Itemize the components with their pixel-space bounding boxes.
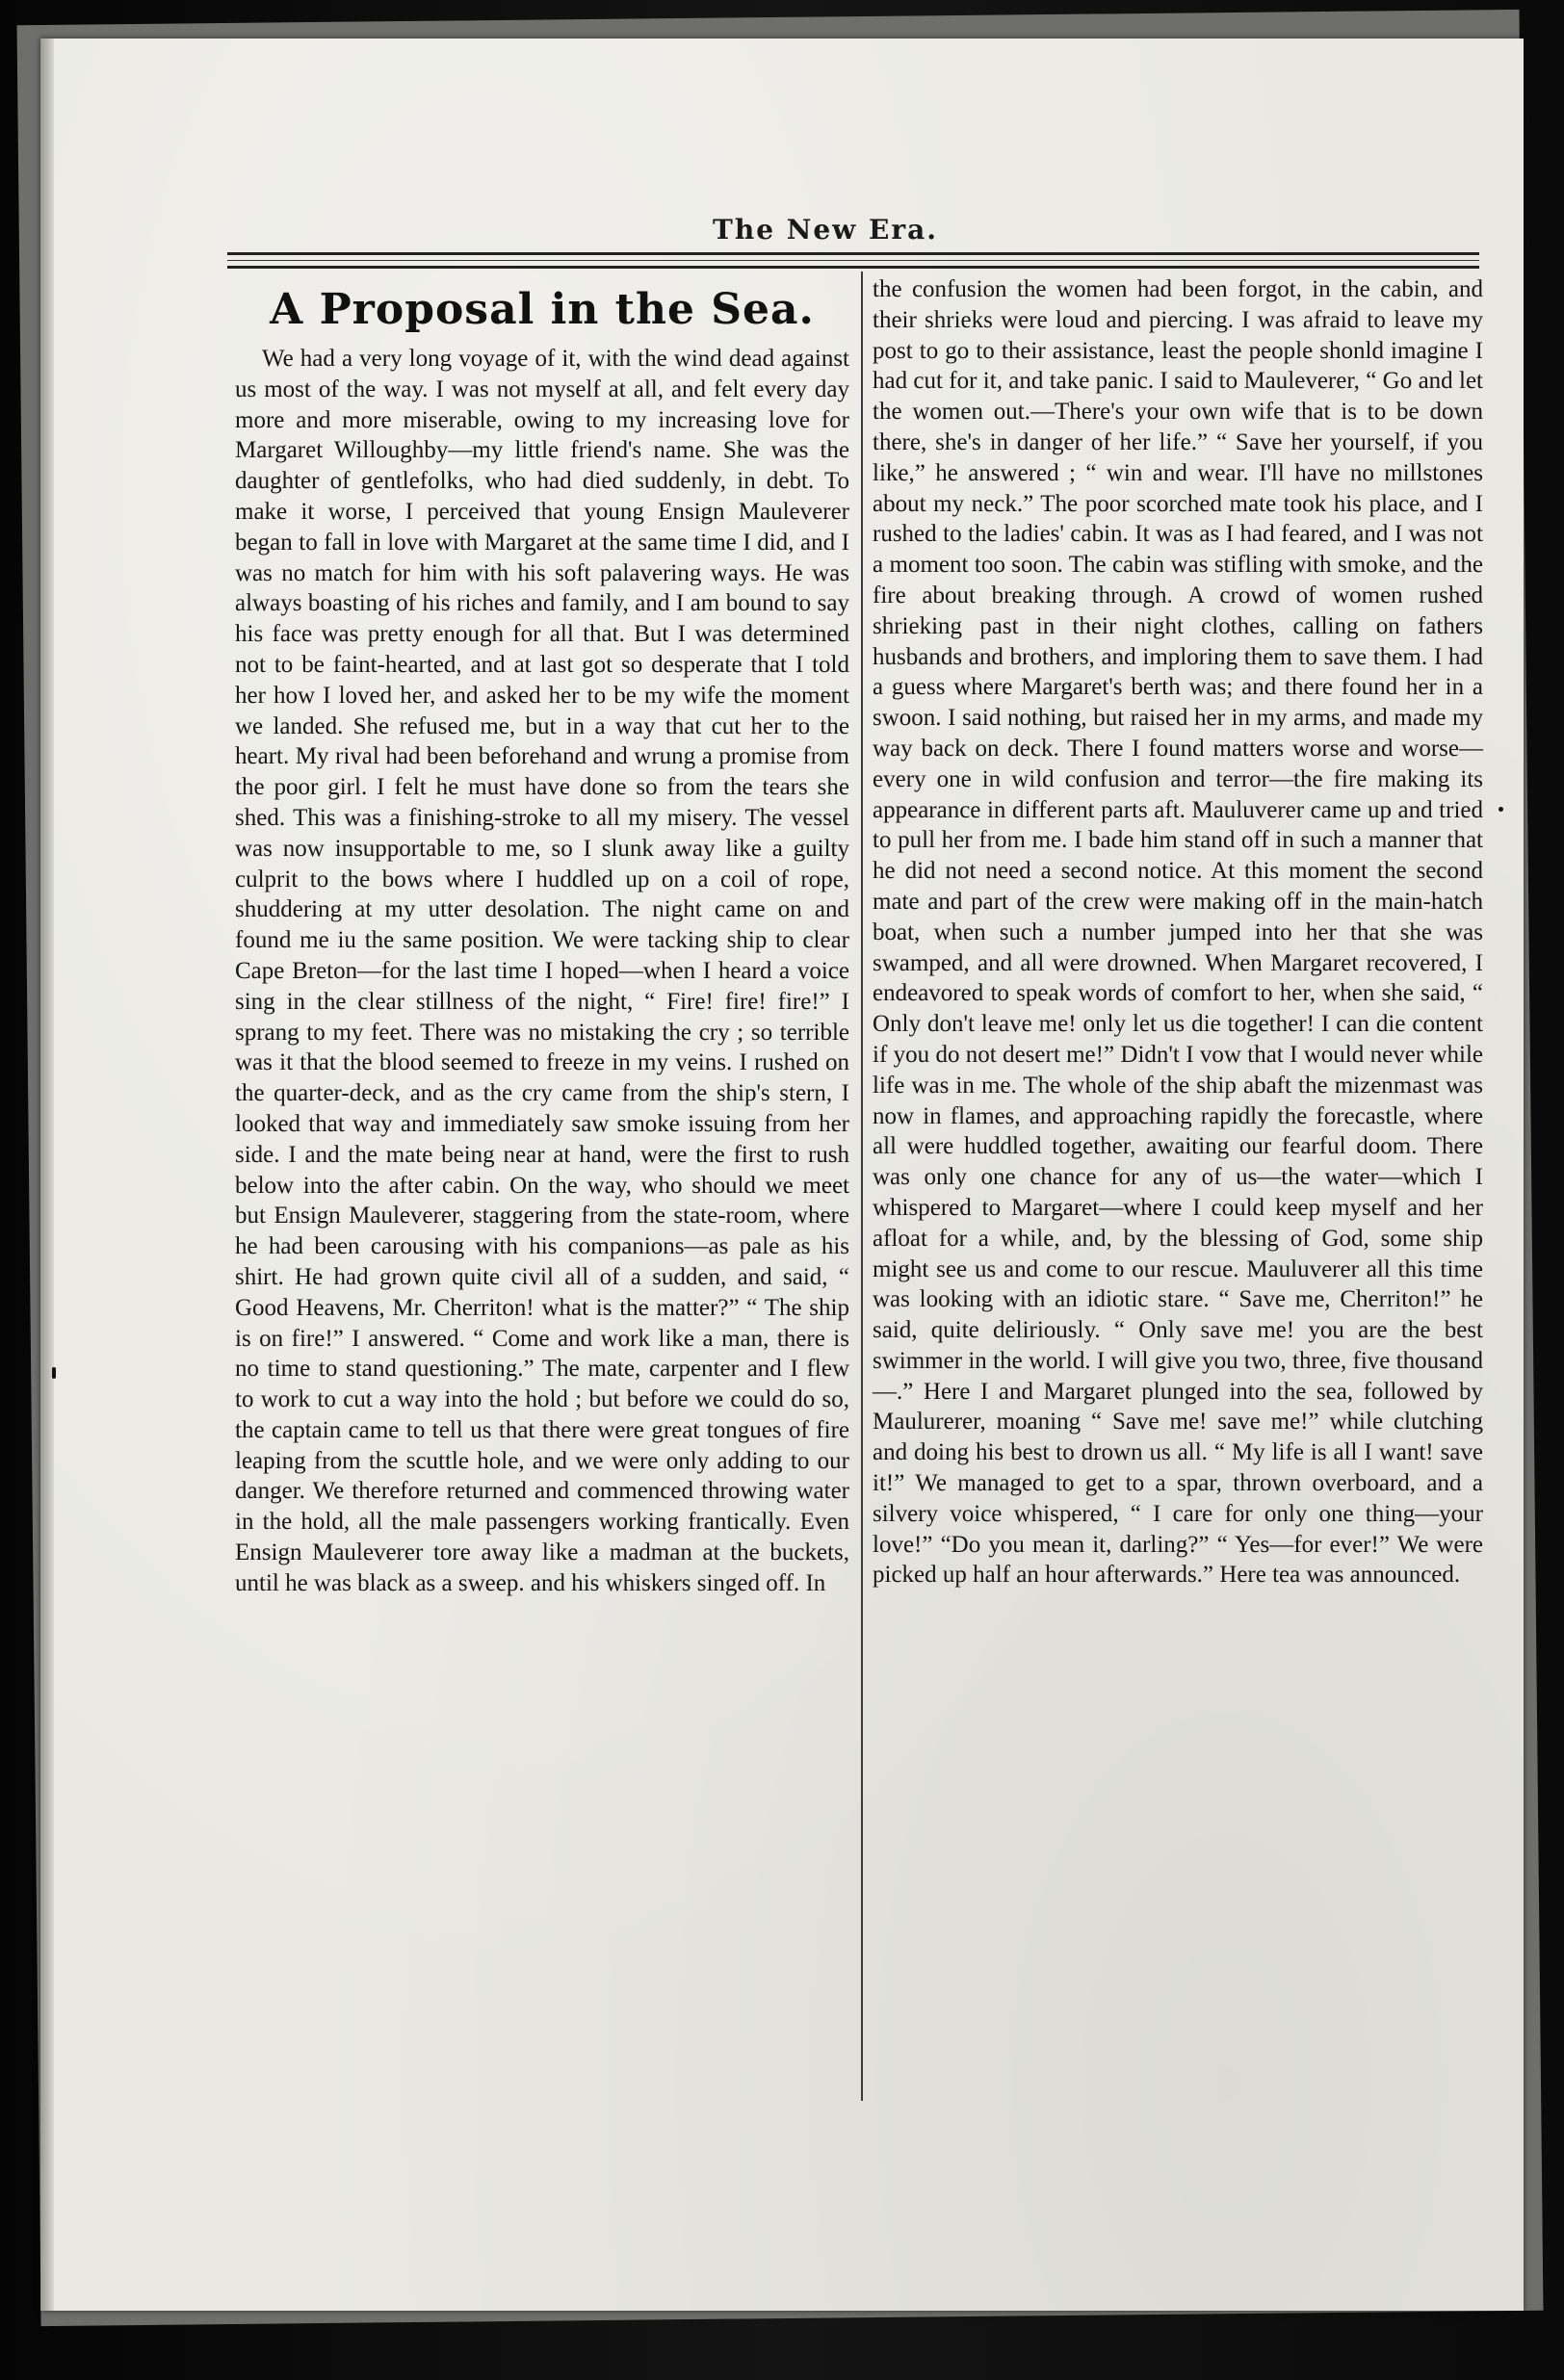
article-text-left: We had a very long voyage of it, with the wind dead against us most of the way. I was not myself at all, and felt every day more and more miserable, owing to my increasing love for Margaret Willoughby—my little friend's name. She was the daughter of gentlefolks, who had died suddenly, in debt. To make it worse, I perceived that young Ensign Mauleverer began to fall in love with Margaret at the same time I did, and I was no match for him with his soft palavering ways. He was always boasting of his riches and family, and I am bound to say his face was pretty enough for all that. But I was determined not to be faint-hearted, and at last got so desperate that I told her how I loved her, and asked her to be my wife the moment we landed. She refused me, but in a way that cut her to the heart. My rival had been beforehand and wrung a promise from the poor girl. I felt he must have done so from the tears she shed. This was a finishing-stroke to all my misery. The vessel was now insupportable to me, so I slunk away like a guilty culprit to the bows where I huddled up on a coil of rope, shuddering at my utter desolation. The night came on and found me iu the same position. We were tacking ship to clear Cape Breton—for the last time I hoped—when I heard a voice sing in the clear stillness of the night, “ Fire! fire! fire!” I sprang to my feet. There was no mistaking the cry ; so terrible was it that the blood seemed to freeze in my veins. I rushed on the quarter-deck, and as the cry came from the ship's stern, I looked that way and immediately saw smoke issuing from her side. I and the mate being near at hand, were the first to rush below into the after cabin. On the way, who should we meet but Ensign Mauleverer, staggering from the state-room, where he had been carousing with his companions—as pale as his shirt. He had grown quite civil all of a sudden, and said, “ Good Heavens, Mr. Cherriton! what is the matter?” “ The ship is on fire!” I answered. “ Come and work like a man, there is no time to stand questioning.” The mate, carpenter and I flew to work to cut a way into the hold ; but before we could do so, the captain came to tell us that there were great tongues of fire leaping from the scuttle hole, and we were only adding to our danger. We therefore returned and commenced throwing water in the hold, all the male passengers working frantically. Even Ensign Mauleverer tore away like a madman at the buckets, until he was black as a sweep. and his whiskers singed off. In: [235, 346, 849, 1596]
ink-speck: [52, 1367, 56, 1379]
ink-speck: [1499, 807, 1503, 812]
page-edge-shadow: [40, 39, 54, 2311]
column-divider: [861, 272, 863, 2101]
masthead-rule-top: [227, 252, 1479, 255]
masthead-rule-bottom: [227, 266, 1479, 269]
masthead: The New Era.: [713, 214, 938, 246]
article-text-right: the confusion the women had been forgot, in the cabin, and their shrieks were loud and piercing. I was afraid to leave my post to go to their assistance, least the people shonld imagine I had cut for it, and take panic. I said to Mauleverer, “ Go and let the women out.—There's your own wife that is to be down there, she's in danger of her life.” “ Save her yourself, if you like,” he answered ; “ win and wear. I'll have no millstones about my neck.” The poor scorched mate took his place, and I rushed to the ladies' cabin. It was as I had feared, and I was not a moment too soon. The cabin was stifling with smoke, and the fire about breaking through. A crowd of women rushed shrieking past in their night clothes, calling on fathers husbands and brothers, and imploring them to save them. I had a guess where Margaret's berth was; and there found her in a swoon. I said nothing, but raised her in my arms, and made my way back on deck. There I found matters worse and worse—every one in wild confusion and terror—the fire making its appearance in different parts aft. Mauluverer came up and tried to pull her from me. I bade him stand off in such a manner that he did not need a second notice. At this moment the second mate and part of the crew were making off in the main-hatch boat, when such a number jumped into her that she was swamped, and all were drowned. When Margaret recovered, I endeavored to speak words of comfort to her, when she said, “ Only don't leave me! only let us die together! I can die content if you do not desert me!” Didn't I vow that I would never while life was in me. The whole of the ship abaft the mizenmast was now in flames, and approaching rapidly the forecastle, where all were huddled together, awaiting our fearful doom. There was only one chance for any of us—the water—which I whispered to Margaret—where I could keep myself and her afloat for a while, and, by the blessing of God, some ship might see us and come to our rescue. Mauluverer all this time was looking with an idiotic stare. “ Save me, Cherriton!” he said, quite deliriously. “ Only save me! you are the best swimmer in the world. I will give you two, three, five thousand—.” Here I and Margaret plunged into the sea, followed by Maulurerer, moaning “ Save me! save me!” while clutching and doing his best to drown us all. “ My life is all I want! save it!” We managed to get to a spar, thrown overboard, and a silvery voice whispered, “ I care for only one thing—your love!” “Do you mean it, darling?” “ Yes—for ever!” We were picked up half an hour afterwards.” Here tea was announced.: [873, 276, 1483, 1589]
masthead-rule-mid: [227, 260, 1479, 261]
article-column-right: [873, 274, 1483, 1591]
article-title: A Proposal in the Sea.: [270, 285, 815, 334]
article-column-left: [235, 274, 849, 1599]
